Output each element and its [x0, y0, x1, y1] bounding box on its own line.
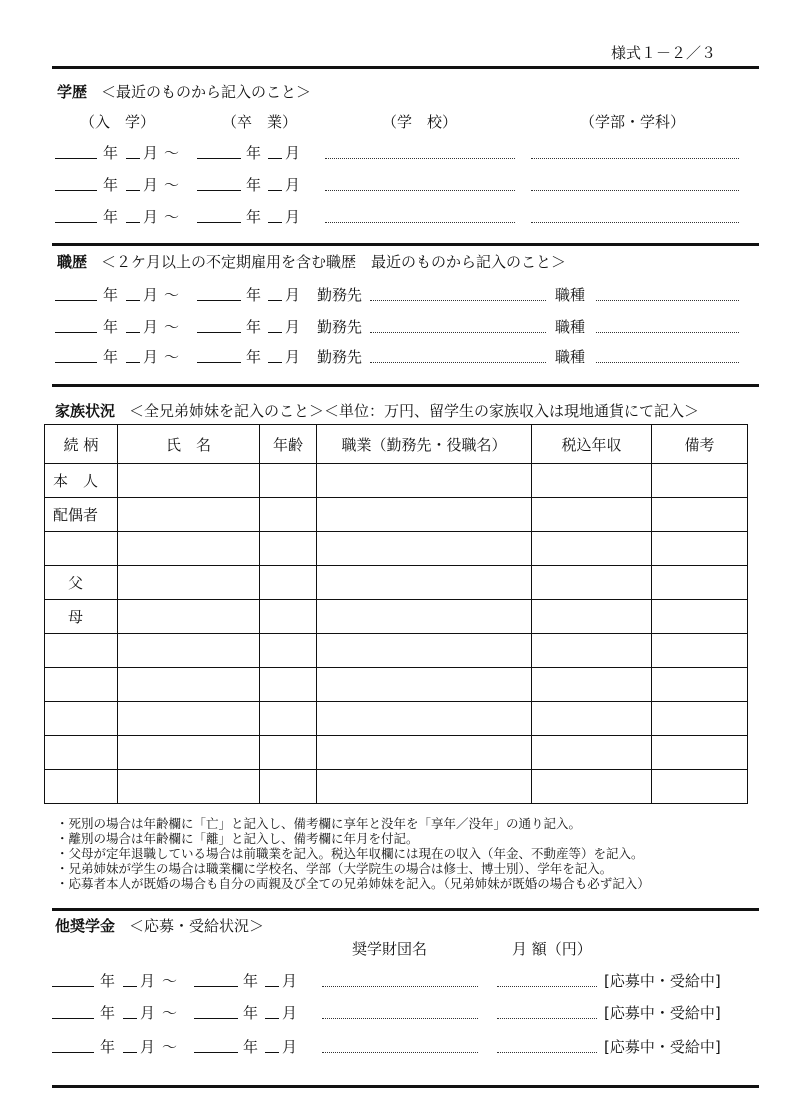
scholarship-status-label: [応募中・受給中] — [604, 1004, 721, 1022]
family-age-cell[interactable] — [260, 600, 317, 634]
family-name-cell[interactable] — [118, 634, 260, 668]
family-remarks-cell[interactable] — [652, 498, 748, 532]
family-name-cell[interactable] — [118, 770, 260, 804]
work-row-3-end-year-label: 年 — [246, 348, 262, 366]
education-row-3-end-month-label: 月 — [285, 208, 301, 226]
family-note: ＜全兄弟姉妹を記入のこと＞＜単位：万円、留学生の家族収入は現地通貨にて記入＞ — [129, 402, 700, 420]
work-employer-label: 勤務先 — [317, 318, 363, 336]
education-row-1-tilde: ～ — [164, 144, 180, 162]
education-row-3-year-label: 年 — [103, 208, 119, 226]
scholarship-amount-field[interactable] — [497, 1004, 597, 1019]
education-row-3-start-year-field[interactable] — [55, 208, 97, 223]
work-row-3-end-year-field[interactable] — [197, 348, 241, 363]
family-name-cell[interactable] — [118, 600, 260, 634]
family-income-cell[interactable] — [532, 736, 652, 770]
education-row-2-end-year-field[interactable] — [197, 176, 241, 191]
education-row-1-end-month-label: 月 — [285, 144, 301, 162]
family-rule — [52, 908, 759, 911]
family-name-cell[interactable] — [118, 464, 260, 498]
family-note-2: ・離別の場合は年齢欄に「離」と記入し、備考欄に年月を付記。 — [56, 831, 419, 846]
scholarship-row-1-end-year-label: 年 — [243, 972, 259, 990]
scholarship-row-1-end-month-label: 月 — [282, 972, 298, 990]
education-col-department: （学部・学科） — [580, 113, 686, 131]
work-employer-field[interactable] — [370, 318, 546, 333]
scholarship-heading — [55, 917, 264, 935]
scholarship-row-2-tilde: ～ — [162, 1004, 178, 1022]
family-occupation-cell[interactable] — [317, 634, 532, 668]
work-job-field[interactable] — [596, 318, 739, 333]
family-header-relation: 続 柄 — [45, 425, 118, 464]
work-row-2-end-year-field[interactable] — [197, 318, 241, 333]
education-col-entry: （入 学） — [80, 113, 156, 131]
family-relation-cell: 本 人 — [45, 464, 118, 498]
family-row — [45, 600, 748, 634]
family-row — [45, 668, 748, 702]
scholarship-foundation-field[interactable] — [322, 1004, 478, 1019]
work-row-3-start-year-field[interactable] — [55, 348, 97, 363]
family-age-cell[interactable] — [260, 736, 317, 770]
family-occupation-cell[interactable] — [317, 668, 532, 702]
work-row-2-tilde: ～ — [164, 318, 180, 336]
work-row-3-end-month-label: 月 — [285, 348, 301, 366]
scholarship-row-3-month-label: 月 — [140, 1038, 156, 1056]
family-relation-cell — [45, 634, 118, 668]
family-occupation-cell[interactable] — [317, 600, 532, 634]
work-job-label: 職種 — [555, 286, 586, 304]
education-row-2-tilde: ～ — [164, 176, 180, 194]
work-rule — [52, 384, 759, 387]
scholarship-row-3-tilde: ～ — [162, 1038, 178, 1056]
education-school-field[interactable] — [325, 176, 515, 191]
education-row-1-start-year-field[interactable] — [55, 144, 97, 159]
family-name-cell[interactable] — [118, 702, 260, 736]
education-row-1-end-year-label: 年 — [246, 144, 262, 162]
family-header-row — [45, 425, 748, 464]
family-relation-cell — [45, 770, 118, 804]
bottom-rule — [52, 1085, 759, 1088]
work-row-2-end-month-label: 月 — [285, 318, 301, 336]
education-row-1-month-label: 月 — [143, 144, 159, 162]
scholarship-note: ＜応募・受給状況＞ — [129, 917, 265, 935]
family-age-cell[interactable] — [260, 770, 317, 804]
family-note-3: ・父母が定年退職している場合は前職業を記入。税込年収欄には現在の収入（年金、不動産等）を記入。 — [56, 846, 644, 861]
family-row — [45, 532, 748, 566]
family-income-cell[interactable] — [532, 464, 652, 498]
education-row-3-tilde: ～ — [164, 208, 180, 226]
education-school-field[interactable] — [325, 144, 515, 159]
family-remarks-cell[interactable] — [652, 600, 748, 634]
scholarship-row-2-end-month-field[interactable] — [265, 1004, 279, 1019]
scholarship-amount-field[interactable] — [497, 972, 597, 987]
scholarship-row-1-month-label: 月 — [140, 972, 156, 990]
scholarship-row-2-month-label: 月 — [140, 1004, 156, 1022]
family-header-occupation: 職業（勤務先・役職名） — [317, 425, 532, 464]
education-row-2-end-year-label: 年 — [246, 176, 262, 194]
family-remarks-cell[interactable] — [652, 634, 748, 668]
family-name-cell[interactable] — [118, 668, 260, 702]
family-age-cell[interactable] — [260, 464, 317, 498]
education-row-1-year-label: 年 — [103, 144, 119, 162]
family-header-name: 氏 名 — [118, 425, 260, 464]
family-note-5: ・応募者本人が既婚の場合も自分の両親及び全ての兄弟姉妹を記入。（兄弟姉妹が既婚の場合も必ず記入） — [56, 876, 650, 891]
work-employer-label: 勤務先 — [317, 286, 363, 304]
education-row-2-year-label: 年 — [103, 176, 119, 194]
family-income-cell[interactable] — [532, 634, 652, 668]
scholarship-status-label: [応募中・受給中] — [604, 1038, 721, 1056]
education-col-school: （学 校） — [382, 113, 458, 131]
form-id: 様式１－２／３ — [611, 44, 717, 62]
scholarship-row-2-end-month-label: 月 — [282, 1004, 298, 1022]
scholarship-amount-field[interactable] — [497, 1038, 597, 1053]
work-row-1-end-year-field[interactable] — [197, 286, 241, 301]
family-name-cell[interactable] — [118, 566, 260, 600]
scholarship-row-3-start-year-field[interactable] — [52, 1038, 94, 1053]
education-row-2-month-label: 月 — [143, 176, 159, 194]
education-row-2-end-month-label: 月 — [285, 176, 301, 194]
family-remarks-cell[interactable] — [652, 464, 748, 498]
scholarship-row-1-end-year-field[interactable] — [194, 972, 238, 987]
family-relation-cell — [45, 702, 118, 736]
education-col-graduation: （卒 業） — [222, 113, 298, 131]
family-relation-cell — [45, 668, 118, 702]
work-row-3-year-label: 年 — [103, 348, 119, 366]
education-title: 学歴 — [57, 83, 88, 101]
family-row — [45, 566, 748, 600]
family-age-cell[interactable] — [260, 498, 317, 532]
scholarship-title: 他奨学金 — [55, 917, 116, 935]
family-age-cell[interactable] — [260, 634, 317, 668]
scholarship-col-amount: 月 額（円） — [512, 940, 592, 958]
scholarship-foundation-field[interactable] — [322, 1038, 478, 1053]
scholarship-row-1-end-month-field[interactable] — [265, 972, 279, 987]
education-row-1-end-month-field[interactable] — [268, 144, 282, 159]
work-row-2-start-month-field[interactable] — [126, 318, 140, 333]
scholarship-row-1-tilde: ～ — [162, 972, 178, 990]
work-title: 職歴 — [57, 253, 88, 271]
family-row — [45, 770, 748, 804]
education-row-1-start-month-field[interactable] — [126, 144, 140, 159]
education-row-2-start-year-field[interactable] — [55, 176, 97, 191]
family-row — [45, 736, 748, 770]
family-age-cell[interactable] — [260, 566, 317, 600]
family-note-4: ・兄弟姉妹が学生の場合は職業欄に学校名、学部（大学院生の場合は修士、博士別）、学年を記入。 — [56, 861, 613, 876]
scholarship-row-3-end-month-label: 月 — [282, 1038, 298, 1056]
scholarship-row-1-start-month-field[interactable] — [123, 972, 137, 987]
work-row-1-start-year-field[interactable] — [55, 286, 97, 301]
family-income-cell[interactable] — [532, 532, 652, 566]
family-occupation-cell[interactable] — [317, 770, 532, 804]
education-row-2-start-month-field[interactable] — [126, 176, 140, 191]
work-row-2-end-year-label: 年 — [246, 318, 262, 336]
work-row-3-end-month-field[interactable] — [268, 348, 282, 363]
work-row-3-month-label: 月 — [143, 348, 159, 366]
family-relation-cell — [45, 736, 118, 770]
family-age-cell[interactable] — [260, 702, 317, 736]
family-income-cell[interactable] — [532, 770, 652, 804]
family-occupation-cell[interactable] — [317, 532, 532, 566]
scholarship-row-3-end-month-field[interactable] — [265, 1038, 279, 1053]
scholarship-row-3-year-label: 年 — [100, 1038, 116, 1056]
education-department-field[interactable] — [531, 144, 739, 159]
family-age-cell[interactable] — [260, 668, 317, 702]
scholarship-col-foundation: 奨学財団名 — [352, 940, 428, 958]
family-header-age: 年齢 — [260, 425, 317, 464]
scholarship-row-3-end-year-field[interactable] — [194, 1038, 238, 1053]
work-row-2-year-label: 年 — [103, 318, 119, 336]
education-rule — [52, 243, 759, 246]
family-remarks-cell[interactable] — [652, 668, 748, 702]
work-job-label: 職種 — [555, 348, 586, 366]
scholarship-row-3-start-month-field[interactable] — [123, 1038, 137, 1053]
family-header-remarks: 備考 — [652, 425, 748, 464]
work-row-2-end-month-field[interactable] — [268, 318, 282, 333]
work-note: ＜２ケ月以上の不定期雇用を含む職歴 最近のものから記入のこと＞ — [101, 253, 567, 271]
family-relation-cell: 母 — [45, 600, 118, 634]
family-relation-cell: 配偶者 — [45, 498, 118, 532]
work-row-1-tilde: ～ — [164, 286, 180, 304]
family-income-cell[interactable] — [532, 702, 652, 736]
education-department-field[interactable] — [531, 176, 739, 191]
education-row-3-end-month-field[interactable] — [268, 208, 282, 223]
education-row-2-end-month-field[interactable] — [268, 176, 282, 191]
work-row-1-year-label: 年 — [103, 286, 119, 304]
work-employer-label: 勤務先 — [317, 348, 363, 366]
education-row-3-end-year-field[interactable] — [197, 208, 241, 223]
education-heading — [57, 83, 311, 101]
family-remarks-cell[interactable] — [652, 532, 748, 566]
family-remarks-cell[interactable] — [652, 702, 748, 736]
family-heading — [55, 402, 699, 420]
family-occupation-cell[interactable] — [317, 498, 532, 532]
work-job-field[interactable] — [596, 348, 739, 363]
family-name-cell[interactable] — [118, 498, 260, 532]
education-row-3-start-month-field[interactable] — [126, 208, 140, 223]
family-income-cell[interactable] — [532, 600, 652, 634]
scholarship-row-2-start-month-field[interactable] — [123, 1004, 137, 1019]
work-row-1-end-year-label: 年 — [246, 286, 262, 304]
family-relation-cell — [45, 532, 118, 566]
family-income-cell[interactable] — [532, 498, 652, 532]
scholarship-row-1-year-label: 年 — [100, 972, 116, 990]
work-row-2-month-label: 月 — [143, 318, 159, 336]
education-note: ＜最近のものから記入のこと＞ — [101, 83, 312, 101]
work-heading — [57, 253, 566, 271]
work-job-label: 職種 — [555, 318, 586, 336]
education-department-field[interactable] — [531, 208, 739, 223]
family-income-cell[interactable] — [532, 668, 652, 702]
scholarship-row-2-start-year-field[interactable] — [52, 1004, 94, 1019]
education-row-3-end-year-label: 年 — [246, 208, 262, 226]
family-remarks-cell[interactable] — [652, 736, 748, 770]
scholarship-status-label: [応募中・受給中] — [604, 972, 721, 990]
family-occupation-cell[interactable] — [317, 566, 532, 600]
work-row-1-end-month-label: 月 — [285, 286, 301, 304]
family-occupation-cell[interactable] — [317, 736, 532, 770]
scholarship-row-2-end-year-label: 年 — [243, 1004, 259, 1022]
family-age-cell[interactable] — [260, 532, 317, 566]
scholarship-row-3-end-year-label: 年 — [243, 1038, 259, 1056]
scholarship-foundation-field[interactable] — [322, 972, 478, 987]
education-row-3-month-label: 月 — [143, 208, 159, 226]
family-name-cell[interactable] — [118, 532, 260, 566]
family-row — [45, 634, 748, 668]
family-relation-cell: 父 — [45, 566, 118, 600]
family-name-cell[interactable] — [118, 736, 260, 770]
work-row-3-start-month-field[interactable] — [126, 348, 140, 363]
family-remarks-cell[interactable] — [652, 566, 748, 600]
work-row-1-month-label: 月 — [143, 286, 159, 304]
scholarship-row-2-year-label: 年 — [100, 1004, 116, 1022]
family-income-cell[interactable] — [532, 566, 652, 600]
family-note-1: ・死別の場合は年齢欄に「亡」と記入し、備考欄に享年と没年を「享年／没年」の通り記入。 — [56, 816, 582, 831]
scholarship-row-2-end-year-field[interactable] — [194, 1004, 238, 1019]
scholarship-row-1-start-year-field[interactable] — [52, 972, 94, 987]
family-header-income: 税込年収 — [532, 425, 652, 464]
family-row — [45, 702, 748, 736]
family-remarks-cell[interactable] — [652, 770, 748, 804]
top-rule — [52, 66, 759, 69]
work-row-1-end-month-field[interactable] — [268, 286, 282, 301]
family-title: 家族状況 — [55, 402, 116, 420]
family-row — [45, 464, 748, 498]
work-job-field[interactable] — [596, 286, 739, 301]
work-employer-field[interactable] — [370, 348, 546, 363]
work-row-2-start-year-field[interactable] — [55, 318, 97, 333]
work-employer-field[interactable] — [370, 286, 546, 301]
work-row-1-start-month-field[interactable] — [126, 286, 140, 301]
work-row-3-tilde: ～ — [164, 348, 180, 366]
family-occupation-cell[interactable] — [317, 464, 532, 498]
education-row-1-end-year-field[interactable] — [197, 144, 241, 159]
family-table — [44, 424, 748, 804]
family-row — [45, 498, 748, 532]
education-school-field[interactable] — [325, 208, 515, 223]
family-occupation-cell[interactable] — [317, 702, 532, 736]
